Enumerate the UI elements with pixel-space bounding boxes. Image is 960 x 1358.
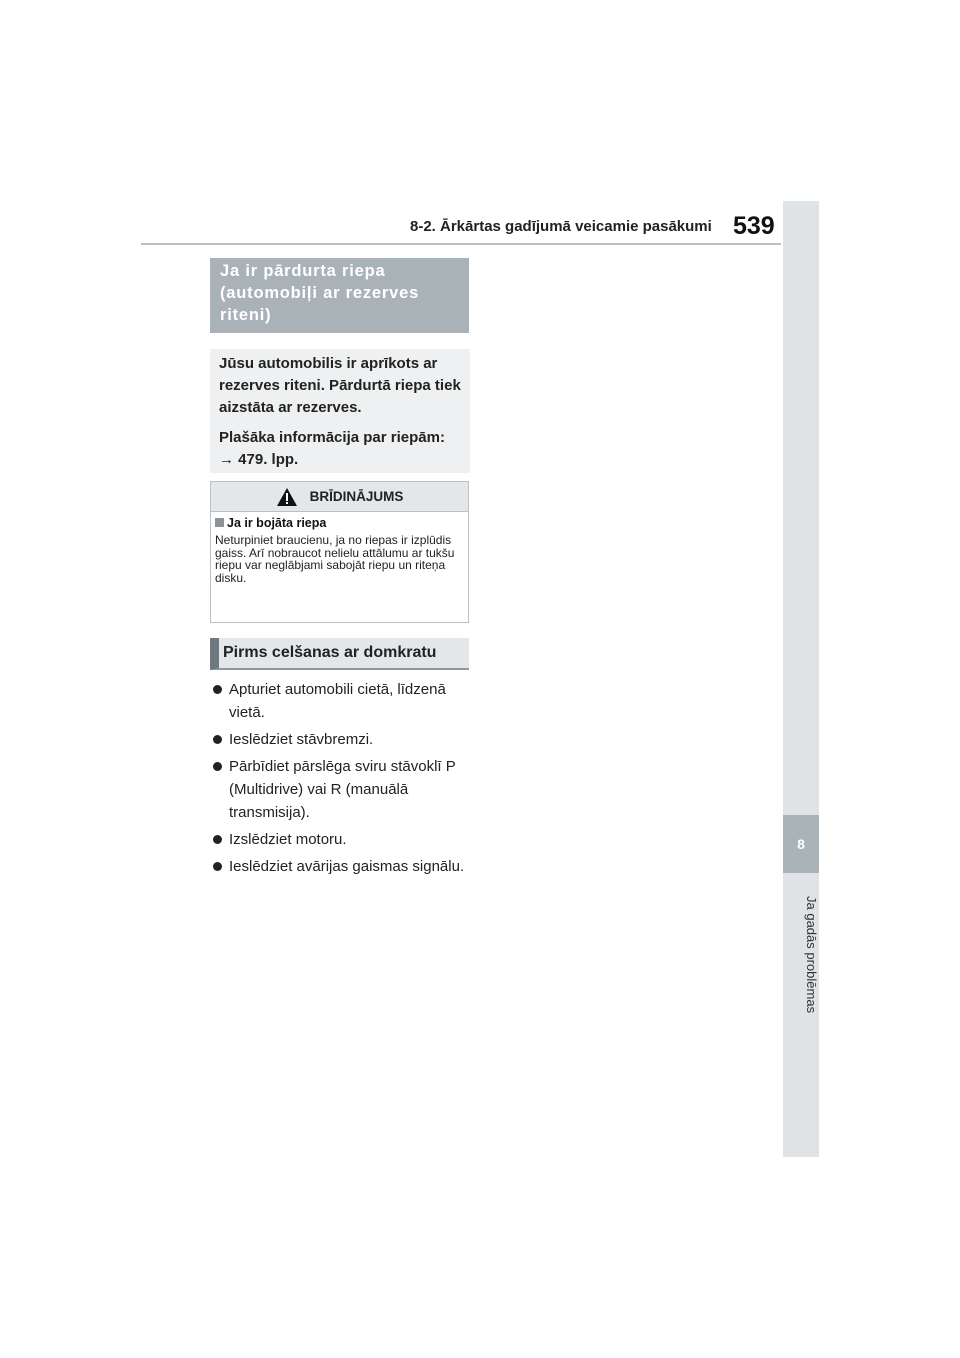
subheading: Pirms celšanas ar domkratu <box>210 638 469 670</box>
warning-subtitle: Ja ir bojāta riepa <box>227 516 327 530</box>
steps-list <box>212 678 472 882</box>
list-item: Izslēdziet motoru. <box>212 828 472 851</box>
chapter-label: Ja gadās problēmas <box>804 896 819 1014</box>
square-bullet-icon <box>215 518 224 527</box>
warning-subtitle-row <box>211 512 468 530</box>
warning-text: Neturpiniet braucienu, ja no riepas ir izplūdis gaiss. Arī nobraucot nelielu attālumu ar tukšu riepu var neglābjami sabojāt riepu un riteņa disku. <box>215 533 455 585</box>
page-number: 539 <box>733 212 775 240</box>
info-paragraph-2: Plašāka informācija par riepām: → 479. lpp. <box>219 429 445 468</box>
chapter-number: 8 <box>783 815 819 873</box>
info-paragraph-1: Jūsu automobilis ir aprīkots ar rezerves riteni. Pārdurtā riepa tiek aizstāta ar rezerves. <box>219 355 461 416</box>
section-title: 8-2. Ārkārtas gadījumā veicamie pasākumi <box>410 218 712 235</box>
warning-box <box>210 481 469 623</box>
warning-header <box>211 482 468 512</box>
info-box <box>210 349 470 473</box>
list-item: Ieslēdziet stāvbremzi. <box>212 728 472 751</box>
list-item: Pārbīdiet pārslēga sviru stāvoklī P (Multidrive) vai R (manuālā transmisija). <box>212 755 472 824</box>
list-item: Apturiet automobili cietā, līdzenā vietā. <box>212 678 472 724</box>
warning-triangle-icon <box>276 487 298 507</box>
header-rule <box>141 243 781 245</box>
list-item: Ieslēdziet avārijas gaismas signālu. <box>212 855 472 878</box>
section-heading: Ja ir pārdurta riepa (automobiļi ar rezerves riteni) <box>210 258 469 333</box>
warning-title: BRĪDINĀJUMS <box>309 489 404 504</box>
